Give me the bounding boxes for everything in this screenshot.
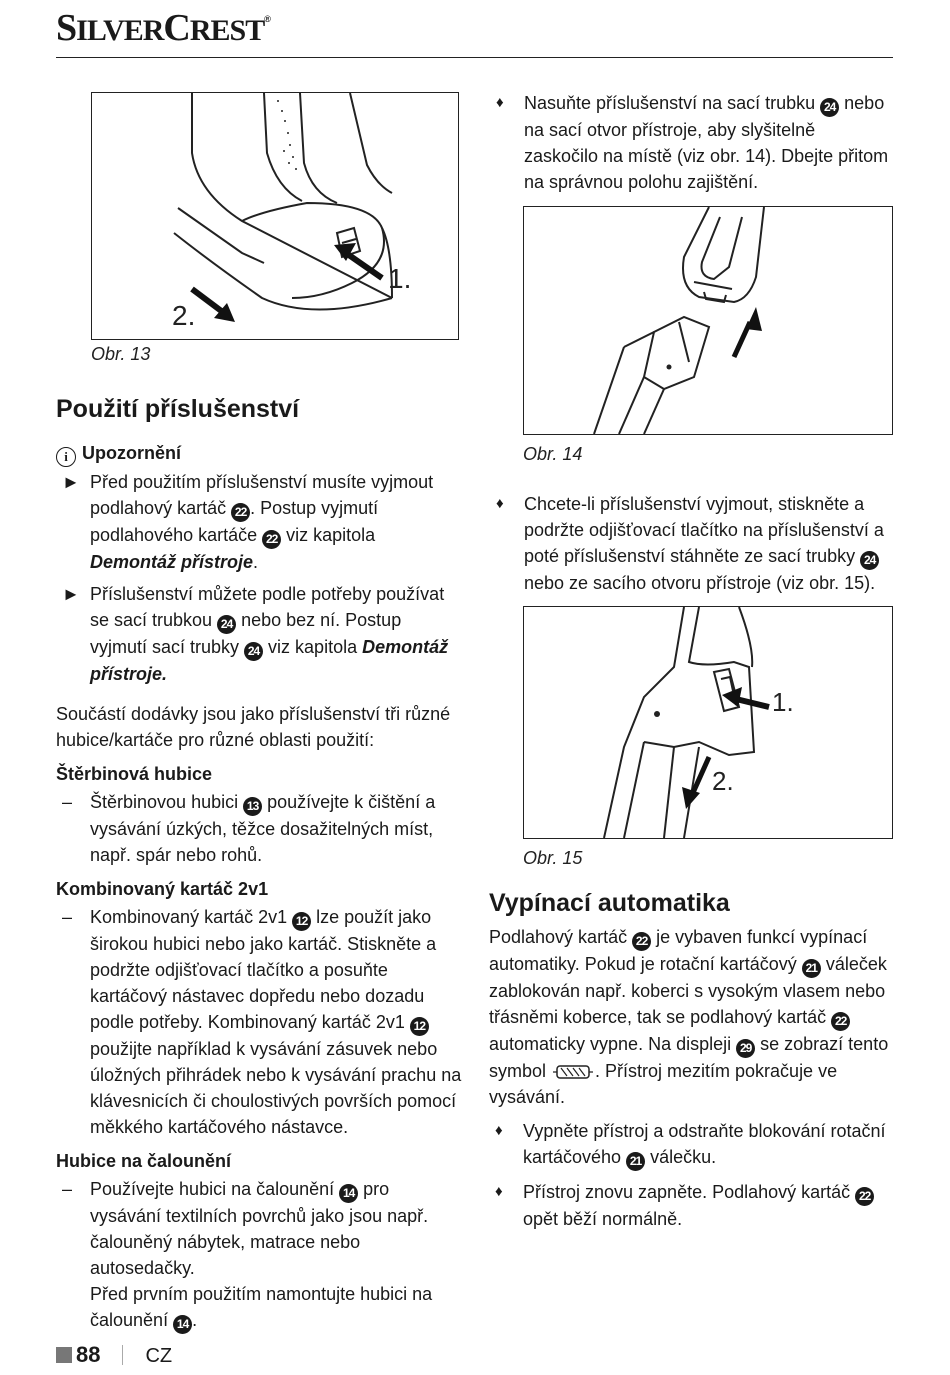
ref-22: 22 <box>231 503 250 522</box>
step-switch-off: ♦ Vypněte přístroj a odstraňte blokování rotační kartáčového 21 válečku. <box>489 1118 894 1171</box>
ref-22: 22 <box>831 1012 850 1031</box>
figure-15 <box>523 606 893 839</box>
language-code: CZ <box>145 1345 173 1367</box>
figure-14 <box>523 206 893 435</box>
ref-13: 13 <box>243 797 262 816</box>
note-heading: i Upozornění <box>56 440 462 467</box>
heading-crevice-nozzle: Štěrbinová hubice <box>56 764 213 784</box>
ref-21: 21 <box>802 959 821 978</box>
page-footer <box>56 1342 172 1368</box>
info-icon: i <box>56 447 76 467</box>
diamond-icon: ♦ <box>496 495 504 512</box>
upholstery-nozzle-text: – Používejte hubici na čalounění 14 pro vysávání textilních povrchů jako jsou např. čalouněný nábytek, matrace nebo autosedačky. Před prvním použitím namontujte hubici na čalounění 14 . <box>56 1176 462 1334</box>
fig15-label-2: 2. <box>712 766 734 796</box>
ref-24: 24 <box>244 642 263 661</box>
diamond-icon: ♦ <box>495 1122 503 1139</box>
caption-fig14: Obr. 14 <box>523 444 583 464</box>
right-column-top <box>490 90 894 195</box>
header-rule <box>56 57 893 58</box>
fig15-label-1: 1. <box>772 687 794 717</box>
ref-12: 12 <box>410 1017 429 1036</box>
auto-off-paragraph: Podlahový kartáč 22 je vybaven funkcí vypínací automatiky. Pokud je rotační kartáčový 21 váleček zablokován např. koberci s vysokým vlasem nebo třásněmi koberce, tak se podlahový kartáč 22 automaticky vypne. Na displeji 29 se zobrazí tento symbol . Přístroj mezitím pokračuje ve vysávání. <box>489 927 889 1107</box>
heading-combo-brush: Kombinovaný kartáč 2v1 <box>56 879 269 899</box>
step-switch-on: ♦ Přístroj znovu zapněte. Podlahový kartáč 22 opět běží normálně. <box>489 1179 894 1232</box>
ref-14: 14 <box>339 1184 358 1203</box>
page-number: 88 <box>76 1342 101 1367</box>
blocked-brush-icon <box>551 1062 595 1082</box>
right-column-mid <box>490 491 894 596</box>
fig13-label-1: 1. <box>388 263 412 294</box>
ref-22: 22 <box>262 530 281 549</box>
right-column-bottom <box>489 888 894 1232</box>
ref-24: 24 <box>860 551 879 570</box>
note-item-1: ► Před použitím příslušenství musíte vyjmout podlahový kartáč 22 . Postup vyjmutí podlahového kartáče 22 viz kapitola Demontáž přístroje. <box>56 469 462 575</box>
combo-brush-text: – Kombinovaný kartáč 2v1 12 lze použít jako širokou hubici nebo jako kartáč. Stiskněte a podržte odjišťovací tlačítko a posuňte kartáčový nástavec dopředu nebo dozadu podle potřeby. Kombinovaný kartáč 2v1 12 použijte například k vysávání zásuvek nebo úložných přihrádek nebo k vysávání prachu na klávesnicích či choulostivých površích pomocí měkkého kartáčového nástavce. <box>62 907 462 1137</box>
ref-29: 29 <box>736 1039 755 1058</box>
crevice-nozzle-text: – Štěrbinovou hubici 13 používejte k čištění a vysávání úzkých, těžce dosažitelných míst, např. spár nebo rohů. <box>62 792 436 865</box>
triangle-right-icon: ► <box>62 584 80 604</box>
ref-24: 24 <box>820 98 839 117</box>
heading-upholstery-nozzle: Hubice na čalounění <box>56 1151 232 1171</box>
triangle-right-icon: ► <box>62 472 80 492</box>
page-marker <box>56 1347 72 1363</box>
caption-fig13: Obr. 13 <box>91 344 151 364</box>
ref-22: 22 <box>632 932 651 951</box>
section-title-auto-off: Vypínací automatika <box>489 889 730 917</box>
ref-24: 24 <box>217 615 236 634</box>
left-column <box>56 394 462 1334</box>
note-item-2: ► Příslušenství můžete podle potřeby používat se sací trubkou 24 nebo bez ní. Postup vyjmutí sací trubky 24 viz kapitola Demontáž přístroje. <box>56 581 462 687</box>
fig13-label-2: 2. <box>172 300 196 331</box>
ref-14: 14 <box>173 1315 192 1334</box>
chapter-link: Demontáž přístroje <box>90 552 254 572</box>
ref-22: 22 <box>855 1187 874 1206</box>
diamond-icon: ♦ <box>496 94 504 111</box>
chapter-link: Demontáž přístroje <box>90 637 449 684</box>
ref-21: 21 <box>626 1152 645 1171</box>
section-title-accessories: Použití příslušenství <box>56 395 300 423</box>
intro-paragraph: Součástí dodávky jsou jako příslušenství tři různé hubice/kartáče pro různé oblasti použití: <box>56 704 451 750</box>
figure-13 <box>91 92 459 340</box>
ref-12: 12 <box>292 912 311 931</box>
brand-logo: SILVERCREST® <box>56 7 270 49</box>
step-attach: ♦ Nasuňte příslušenství na sací trubku 24 nebo na sací otvor přístroje, aby slyšitelně zaskočilo na místě (viz obr. 14). Dbejte přitom na správnou polohu zajištění. <box>490 90 894 195</box>
step-remove: ♦ Chcete-li příslušenství vyjmout, stiskněte a podržte odjišťovací tlačítko na příslušenství a poté příslušenství stáhněte ze sací trubky 24 nebo ze sacího otvoru přístroje (viz obr. 15). <box>490 491 894 596</box>
diamond-icon: ♦ <box>495 1183 503 1200</box>
caption-fig15: Obr. 15 <box>523 848 583 868</box>
